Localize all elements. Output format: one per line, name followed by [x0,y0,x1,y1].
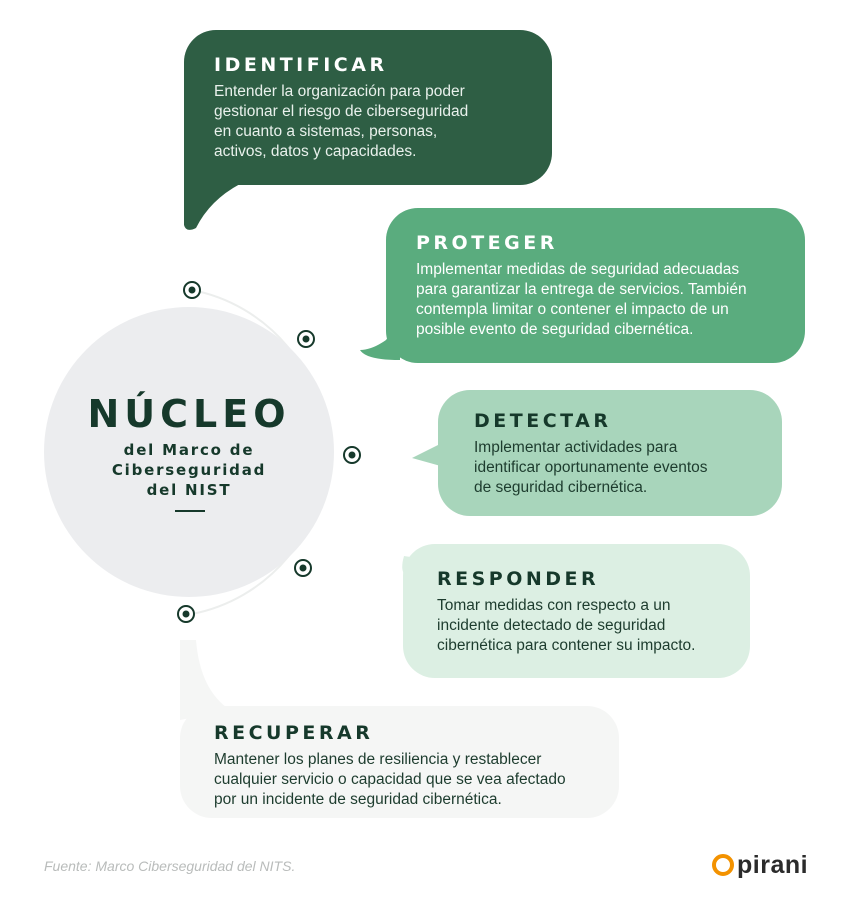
orbit-dot [344,447,360,463]
description-line: Implementar medidas de seguridad adecuadas [416,261,740,278]
core-subtitle [84,440,294,500]
identificar-description [214,82,528,162]
description-line: Tomar medidas con respecto a un [437,597,671,614]
recuperar-title: RECUPERAR [214,722,374,744]
description-line: por un incidente de seguridad cibernética. [214,791,502,808]
proteger-bubble [386,208,805,363]
responder-bubble [403,544,750,678]
core-subtitle-line: Ciberseguridad [111,461,267,479]
description-line: gestionar el riesgo de ciberseguridad [214,103,469,120]
source-caption: Fuente: Marco Ciberseguridad del NITS. [44,858,296,874]
description-line: para garantizar la entrega de servicios. También [416,281,747,298]
description-line: cibernética para contener su impacto. [437,637,696,654]
detectar-description [474,438,762,498]
proteger-description [416,260,785,340]
core-title: NÚCLEO [87,392,291,436]
orbit-dot [178,606,194,622]
description-line: activos, datos y capacidades. [214,143,417,160]
identificar-title: IDENTIFICAR [214,54,388,76]
description-line: incidente detectado de seguridad [437,617,666,634]
core-divider [175,510,205,512]
pirani-logo [712,850,808,880]
description-line: de seguridad cibernética. [474,479,648,496]
description-line: Entender la organización para poder [214,83,465,100]
recuperar-bubble [180,706,619,818]
responder-description [437,596,730,656]
identificar-tail [184,180,240,230]
logo-ring-icon [712,854,734,876]
detectar-title: DETECTAR [474,410,612,432]
description-line: Mantener los planes de resiliencia y restablecer [214,751,542,768]
description-line: Implementar actividades para [474,439,678,456]
orbit-dot [295,560,311,576]
proteger-title: PROTEGER [416,232,558,254]
description-line: contempla limitar o contener el impacto de un [416,301,729,318]
description-line: en cuanto a sistemas, personas, [214,123,438,140]
description-line: posible evento de seguridad cibernética. [416,321,694,338]
core-subtitle-line: del Marco de [123,441,255,459]
orbit-dot [298,331,314,347]
responder-title: RESPONDER [437,568,600,590]
identificar-bubble [184,30,552,185]
description-line: cualquier servicio o capacidad que se vea afectado [214,771,566,788]
orbit-dot [184,282,200,298]
core-subtitle-line: del NIST [146,481,232,499]
recuperar-description [214,750,599,810]
detectar-bubble [438,390,782,516]
logo-text: pirani [737,850,809,879]
description-line: identificar oportunamente eventos [474,459,708,476]
